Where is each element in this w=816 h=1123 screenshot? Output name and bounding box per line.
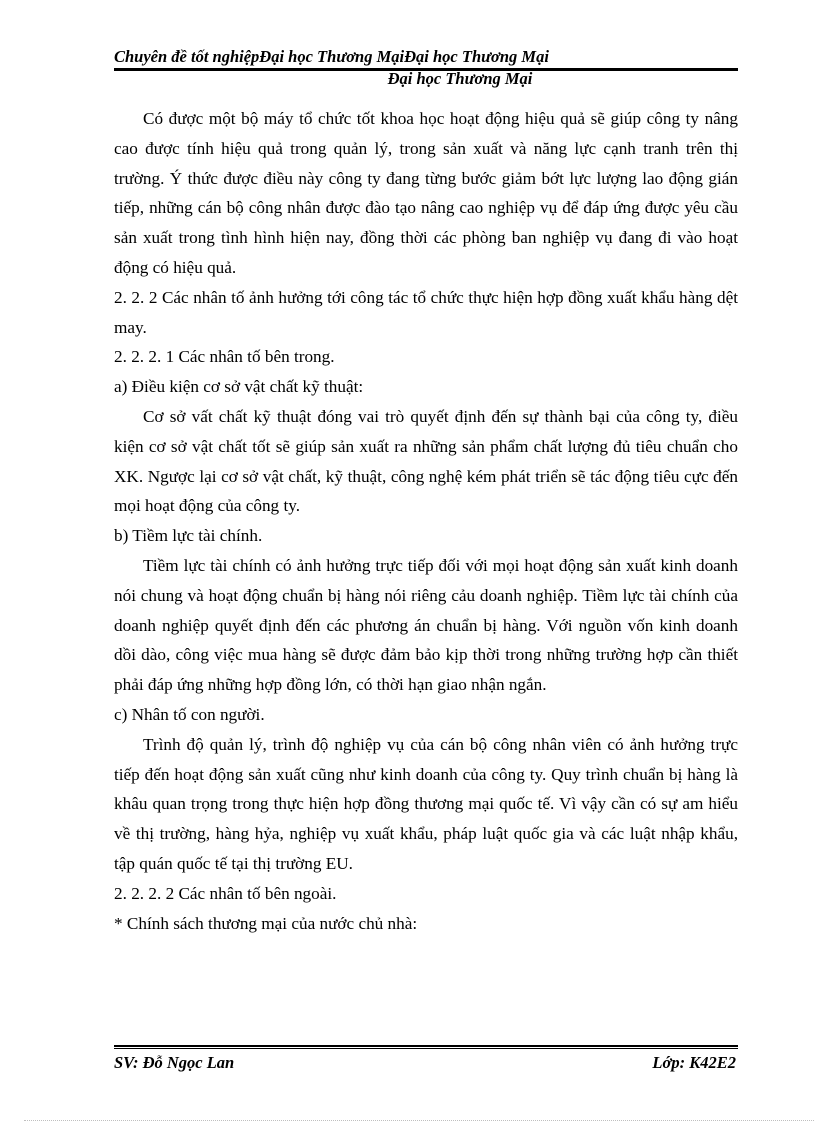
- section-heading-2-2-2-2: 2. 2. 2. 2 Các nhân tố bên ngoài.: [114, 883, 337, 903]
- paragraph-facilities: Cơ sở vất chất kỹ thuật đóng vai trò quyết định đến sự thành bại của công ty, điều kiện cơ sở vật chất tốt sẽ giúp sản xuất ra những sản phẩm chất lượng đủ tiêu chuẩn cho XK. Ngược lại cơ sở vật chất, kỹ thuật, công nghệ kém phát triển sẽ tác động tiêu cực đến mọi hoạt động của công ty.: [114, 406, 738, 516]
- document-body: [114, 104, 738, 938]
- section-heading-2-2-2: 2. 2. 2 Các nhân tố ảnh hưởng tới công tác tổ chức thực hiện hợp đồng xuất khẩu hàng dệt may.: [114, 287, 738, 337]
- header-rule: [114, 68, 738, 71]
- paragraph-organization: Có được một bộ máy tổ chức tốt khoa học hoạt động hiệu quả sẽ giúp công ty nâng cao được tính hiệu quả trong quản lý, trong sản xuất và năng lực cạnh tranh trên thị trường. Ý thức được điều này công ty đang từng bước giảm bớt lực lượng lao động gián tiếp, những cán bộ công nhân được đào tạo nâng cao nghiệp vụ để đáp ứng được yêu cầu sản xuất trong tình hình hiện nay, đồng thời các phòng ban nghiệp vụ đang đi vào hoạt động có hiệu quả.: [114, 109, 738, 277]
- footer-student-name: SV: Đỗ Ngọc Lan: [114, 1053, 235, 1072]
- footer-rule: [114, 1045, 738, 1049]
- section-heading-2-2-2-1: 2. 2. 2. 1 Các nhân tố bên trong.: [114, 347, 335, 367]
- subheading-a: a) Điều kiện cơ sở vật chất kỹ thuật:: [114, 377, 364, 397]
- paragraph-finance: Tiềm lực tài chính có ảnh hưởng trực tiếp đối với mọi hoạt động sản xuất kinh doanh nói chung và hoạt động chuẩn bị hàng nói riêng cảu doanh nghiệp. Tiềm lực tài chính của doanh nghiệp quyết định đến các phương án chuẩn bị hàng. Với nguồn vốn kinh doanh dồi dào, công việc mua hàng sẽ được đảm bảo kịp thời trong những trường hợp cần thiết phải đáp ứng những hợp đồng lớn, có thời hạn giao nhận ngắn.: [114, 555, 738, 695]
- paragraph-human-factor: Trình độ quản lý, trình độ nghiệp vụ của cán bộ công nhân viên có ảnh hưởng trực tiếp đến hoạt động sản xuất cũng như kinh doanh của công ty. Quy trình chuẩn bị hàng là khâu quan trọng trong thực hiện hợp đồng thương mại quốc tế. Vì vậy cần có sự am hiểu về thị trường, hàng hỷa, nghiệp vụ xuất khẩu, pháp luật quốc gia và các luật nhập khẩu, tập quán quốc tế tại thị trường EU.: [114, 734, 738, 873]
- subheading-c: c) Nhân tố con người.: [114, 704, 265, 724]
- header-subtitle: Đại học Thương Mại: [387, 69, 533, 88]
- bullet-heading-trade-policy: * Chính sách thương mại của nước chủ nhà:: [114, 913, 418, 933]
- subheading-b: b) Tiềm lực tài chính.: [114, 526, 263, 546]
- header-title: Chuyên đề tốt nghiệpĐại học Thương MạiĐại học Thương Mại: [114, 47, 549, 66]
- page-edge-divider: [24, 1120, 814, 1121]
- footer-class: Lớp: K42E2: [652, 1053, 736, 1072]
